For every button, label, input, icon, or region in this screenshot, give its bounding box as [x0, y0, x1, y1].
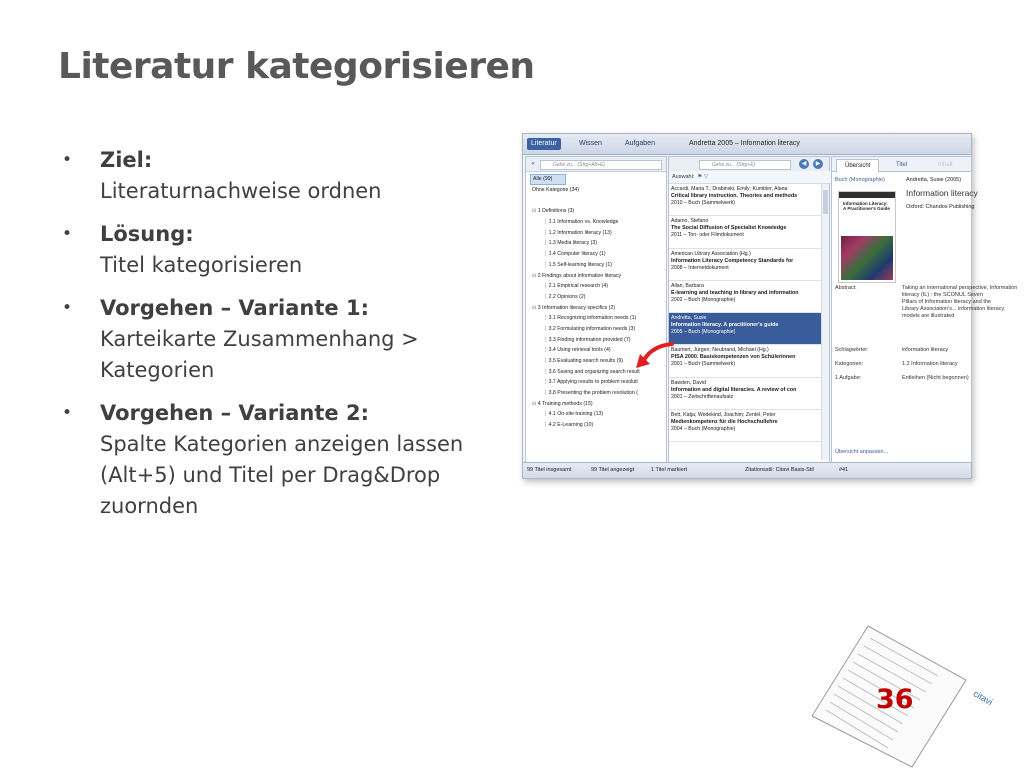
category-tree — [530, 174, 664, 431]
selection-filter — [669, 171, 832, 184]
reference-title: Information literacy — [906, 188, 978, 198]
reference-meta: 2001 – Buch (Sammelwerk) — [671, 361, 736, 368]
category-search-input[interactable]: Gehe zu... (Strg+Alt+E) — [540, 160, 662, 170]
tree-connector-icon: ┆ — [544, 422, 549, 429]
detail-field-value: models are illustrated — [902, 313, 955, 319]
bullet-text: Karteikarte Zusammenhang > — [100, 327, 419, 351]
reference-row[interactable] — [669, 184, 821, 216]
reference-title: Information Literacy Competency Standards for — [671, 257, 794, 264]
bullet-variant-1 — [60, 293, 500, 386]
bullet-list — [60, 145, 500, 534]
category-item — [530, 196, 664, 207]
category-pane — [525, 156, 667, 463]
bullet-marker: • — [62, 403, 73, 423]
module-tab-tasks[interactable]: Aufgaben — [625, 140, 655, 147]
reference-title: PISA 2000. Basiskompetenzen von Schülerinnen — [671, 354, 796, 361]
status-shown: 99 Titel angezeigt — [591, 467, 635, 473]
category-item[interactable] — [530, 174, 566, 185]
category-label: 2.2 Opinions (2) — [548, 293, 586, 300]
reference-authors: American Library Association (Hg.) — [671, 250, 751, 257]
scrollbar-thumb[interactable] — [823, 190, 828, 214]
category-label: 1 Definitions (3) — [537, 208, 575, 215]
category-label: 1.3 Media literacy (3) — [548, 240, 598, 247]
detail-field-label: 1 Aufgabe: — [835, 375, 862, 381]
tab-overview[interactable]: Übersicht — [836, 159, 879, 173]
module-bar — [523, 134, 971, 155]
reference-authors: Adamo, Stefano — [671, 218, 709, 225]
detail-field-value: Library Association's... information literacy — [902, 306, 1005, 312]
reference-search-bar — [669, 157, 829, 172]
reference-meta: 2002 – Buch (Monographie) — [671, 296, 736, 303]
category-item[interactable] — [530, 281, 664, 292]
tree-connector-icon: ⊟ — [532, 208, 538, 215]
bullet-variant-2 — [60, 398, 500, 522]
reference-row[interactable] — [669, 378, 821, 410]
category-label: Alle (99) — [533, 176, 553, 182]
category-item[interactable] — [530, 303, 664, 314]
tree-connector-icon: ┆ — [544, 411, 549, 418]
status-bar — [523, 462, 971, 478]
status-marked: 1 Titel markiert — [651, 467, 688, 473]
category-label: 1.2 Information literacy (13) — [548, 229, 612, 236]
category-item[interactable] — [530, 228, 664, 239]
back-arrow-icon[interactable]: ◀ — [799, 159, 809, 169]
module-tab-knowledge[interactable]: Wissen — [579, 140, 602, 147]
category-label: 1.5 Self-learning literacy (1) — [548, 261, 613, 268]
tab-title[interactable]: Titel — [896, 162, 908, 168]
tree-connector-icon: ┆ — [544, 379, 549, 386]
category-label: 2.1 Empirical research (4) — [548, 283, 608, 290]
category-item[interactable] — [530, 420, 664, 431]
tree-connector-icon: ┆ — [544, 251, 549, 258]
tree-connector-icon: ┆ — [544, 336, 549, 343]
category-item[interactable] — [530, 185, 664, 196]
bullet-text: (Alt+5) und Titel per Drag&Drop — [100, 463, 441, 487]
reference-title: Critical library instruction. Theories and methods — [671, 193, 798, 199]
detail-field-value: Taking an international perspective, Information — [902, 285, 1018, 291]
tree-connector-icon: ┆ — [544, 283, 549, 290]
reference-authors: Allan, Barbara — [671, 282, 704, 289]
reference-list — [669, 184, 821, 442]
detail-field-value: 1.2 Information literacy — [902, 361, 958, 367]
category-label: 3.5 Evaluating search results (9) — [548, 358, 623, 364]
category-item[interactable] — [530, 217, 664, 228]
bullet-text: Titel kategorisieren — [100, 253, 303, 277]
reference-author: Andretta, Susie (2005) — [906, 177, 962, 183]
category-label: 3.4 Using retrieval tools (4) — [548, 347, 611, 354]
category-item[interactable] — [530, 409, 664, 420]
reference-meta: 2005 – Buch (Monographie) — [671, 329, 736, 336]
reference-authors: Baumert, Jürgen; Neubrand, Michael (Hg.) — [671, 347, 769, 354]
tree-connector-icon: ┆ — [544, 240, 549, 247]
detail-field-label: Abstract: — [835, 285, 857, 291]
reference-publisher: Oxford: Chandos Publishing — [906, 204, 975, 210]
reference-authors: Bett, Katja; Wedekind, Joachim; Zentel, Peter — [671, 412, 776, 419]
category-item[interactable] — [530, 292, 664, 303]
filter-label: Auswahl: — [672, 174, 695, 180]
reference-title: Medienkompetenz für die Hochschullehre — [671, 419, 778, 426]
bullet-goal — [60, 145, 500, 207]
reference-title: E-learning and teaching in library and information — [671, 289, 799, 296]
book-cover — [838, 191, 896, 283]
tree-connector-icon: ┆ — [544, 368, 549, 375]
bullet-marker: • — [62, 224, 73, 244]
tab-content[interactable]: Inhalt — [938, 162, 953, 168]
filter-icon[interactable]: ⚑ ▽ — [695, 174, 709, 180]
reference-search-input[interactable]: Gehe zu... (Strg+E) — [699, 160, 791, 170]
status-id: #41 — [839, 467, 849, 473]
category-label: 1.4 Computer literacy (1) — [548, 251, 606, 258]
category-label: 3.8 Presenting the problem resolution ( — [548, 390, 638, 397]
document-title: Andretta 2005 – Information literacy — [689, 140, 800, 147]
reference-row[interactable] — [669, 345, 821, 377]
tree-connector-icon: ┆ — [544, 347, 549, 354]
reference-meta: 2004 – Buch (Monographie) — [671, 426, 736, 433]
tree-connector-icon: ┆ — [544, 358, 549, 364]
module-tab-literature[interactable]: Literatur — [527, 138, 561, 150]
tree-connector-icon: ┆ — [544, 293, 549, 300]
bullet-text: zuornden — [100, 494, 199, 518]
category-label: 3.2 Formulating information needs (3) — [548, 325, 636, 332]
category-item[interactable] — [530, 271, 664, 282]
detail-pane — [831, 156, 1018, 463]
category-item[interactable] — [530, 238, 664, 249]
category-label: 4 Training methods (15) — [537, 400, 593, 407]
reference-title: Information and digital literacies. A review of con — [671, 386, 797, 393]
detail-field-value: Pillars of Information literacy and the — [902, 299, 991, 305]
adjust-overview-link[interactable]: Übersicht anpassen... — [835, 449, 889, 455]
cover-image — [841, 236, 893, 280]
category-label: 3 Information literacy specifics (2) — [537, 304, 616, 311]
reference-row[interactable] — [669, 216, 821, 248]
category-label: 3.6 Saving and organizing search result — [548, 368, 640, 375]
bullet-marker: • — [62, 298, 73, 318]
reference-meta: 2008 – Internetdokument — [671, 264, 729, 271]
tree-connector-icon: ┆ — [544, 261, 549, 268]
bullet-title: Ziel: — [100, 148, 153, 172]
detail-field-value: literacy (IL) : the SCONUL Seven — [902, 292, 983, 298]
reference-title: Information literacy. A practitioner's guide — [671, 322, 779, 329]
slide-title: Literatur kategorisieren — [58, 46, 535, 87]
category-item[interactable] — [530, 260, 664, 271]
tree-connector-icon: ┆ — [544, 325, 549, 332]
page-number: 36 — [876, 684, 914, 715]
category-label: 3.7 Applying results to problem resoluti — [548, 379, 638, 386]
bullet-title: Vorgehen – Variante 2: — [100, 401, 369, 425]
reference-pane — [668, 156, 830, 463]
cover-band — [839, 192, 895, 198]
category-item[interactable] — [530, 313, 664, 324]
reference-meta: 2011 – Ton- oder Filmdokument — [671, 232, 744, 239]
category-label: 4.1 On-site training (13) — [548, 411, 604, 418]
reference-row[interactable] — [669, 313, 821, 345]
reference-authors: Andretta, Susie — [671, 315, 707, 322]
bullet-text: Kategorien — [100, 358, 215, 382]
forward-arrow-icon[interactable]: ▶ — [813, 159, 823, 169]
bullet-text: Literaturnachweise ordnen — [100, 179, 382, 203]
category-item[interactable] — [530, 399, 664, 410]
reference-meta: 2001 – Zeitschriftenaufsatz — [671, 393, 734, 400]
reference-scrollbar[interactable] — [821, 184, 829, 460]
reference-authors: Accardi, Maria T.; Drabinski, Emily; Kumbier, Alana — [671, 186, 788, 192]
detail-field-label: Kategorien: — [835, 361, 864, 367]
tree-connector-icon: ┆ — [544, 390, 549, 397]
reference-authors: Bawden, David — [671, 379, 706, 386]
category-item[interactable] — [530, 388, 664, 399]
drag-arrow-icon — [632, 340, 676, 372]
tree-connector-icon: ⊟ — [532, 272, 538, 279]
reference-meta: 2010 – Buch (Sammelwerk) — [671, 200, 736, 206]
category-label: 1.1 Information vs. Knowledge — [548, 219, 619, 226]
status-total: 99 Titel insgesamt — [527, 467, 572, 473]
category-item[interactable] — [530, 206, 664, 217]
reference-row[interactable] — [669, 410, 821, 442]
tree-connector-icon: ┆ — [544, 229, 549, 236]
category-label: 2 Findings about information literacy — [537, 272, 622, 279]
bullet-title: Lösung: — [100, 222, 194, 246]
bullet-text: Spalte Kategorien anzeigen lassen — [100, 432, 464, 456]
status-citation-style: Zitationsstil: Citavi Basis-Stil — [745, 467, 814, 473]
tree-connector-icon: ┆ — [544, 219, 549, 226]
category-item[interactable] — [530, 324, 664, 335]
reference-type[interactable]: Buch (Monographie) — [835, 177, 885, 183]
bullet-marker: • — [62, 150, 73, 170]
reference-title: The Social Diffusion of Specialist Knowledge — [671, 225, 787, 232]
category-item[interactable] — [530, 249, 664, 260]
cover-title: Information Literacy: A Practitioner's Guide — [843, 201, 890, 211]
tree-connector-icon: ⊟ — [532, 304, 538, 311]
detail-tabs — [832, 157, 971, 172]
collapse-icon[interactable]: « — [531, 161, 535, 167]
detail-field-label: Schlagwörter: — [835, 347, 869, 353]
detail-field-value: information literacy — [902, 347, 949, 353]
category-item[interactable] — [530, 377, 664, 388]
tree-connector-icon: ┆ — [544, 315, 549, 322]
category-label: 3.3 Finding information provided (7) — [548, 336, 631, 343]
bullet-title: Vorgehen – Variante 1: — [100, 296, 369, 320]
reference-row[interactable] — [669, 249, 821, 281]
reference-row[interactable] — [669, 281, 821, 313]
tree-connector-icon: ⊟ — [532, 400, 538, 407]
category-label: 3.1 Recognizing information needs (1) — [548, 315, 637, 322]
svg-text:citavi: citavi — [971, 688, 995, 708]
category-search-bar — [526, 157, 666, 172]
category-label: Ohne Kategorie (34) — [532, 187, 580, 193]
detail-field-value: Entleihen (Nicht begonnen) — [902, 375, 969, 381]
category-label: 4.2 E-Learning (10) — [548, 422, 594, 429]
citavi-screenshot — [522, 133, 1018, 479]
bullet-solution — [60, 219, 500, 281]
